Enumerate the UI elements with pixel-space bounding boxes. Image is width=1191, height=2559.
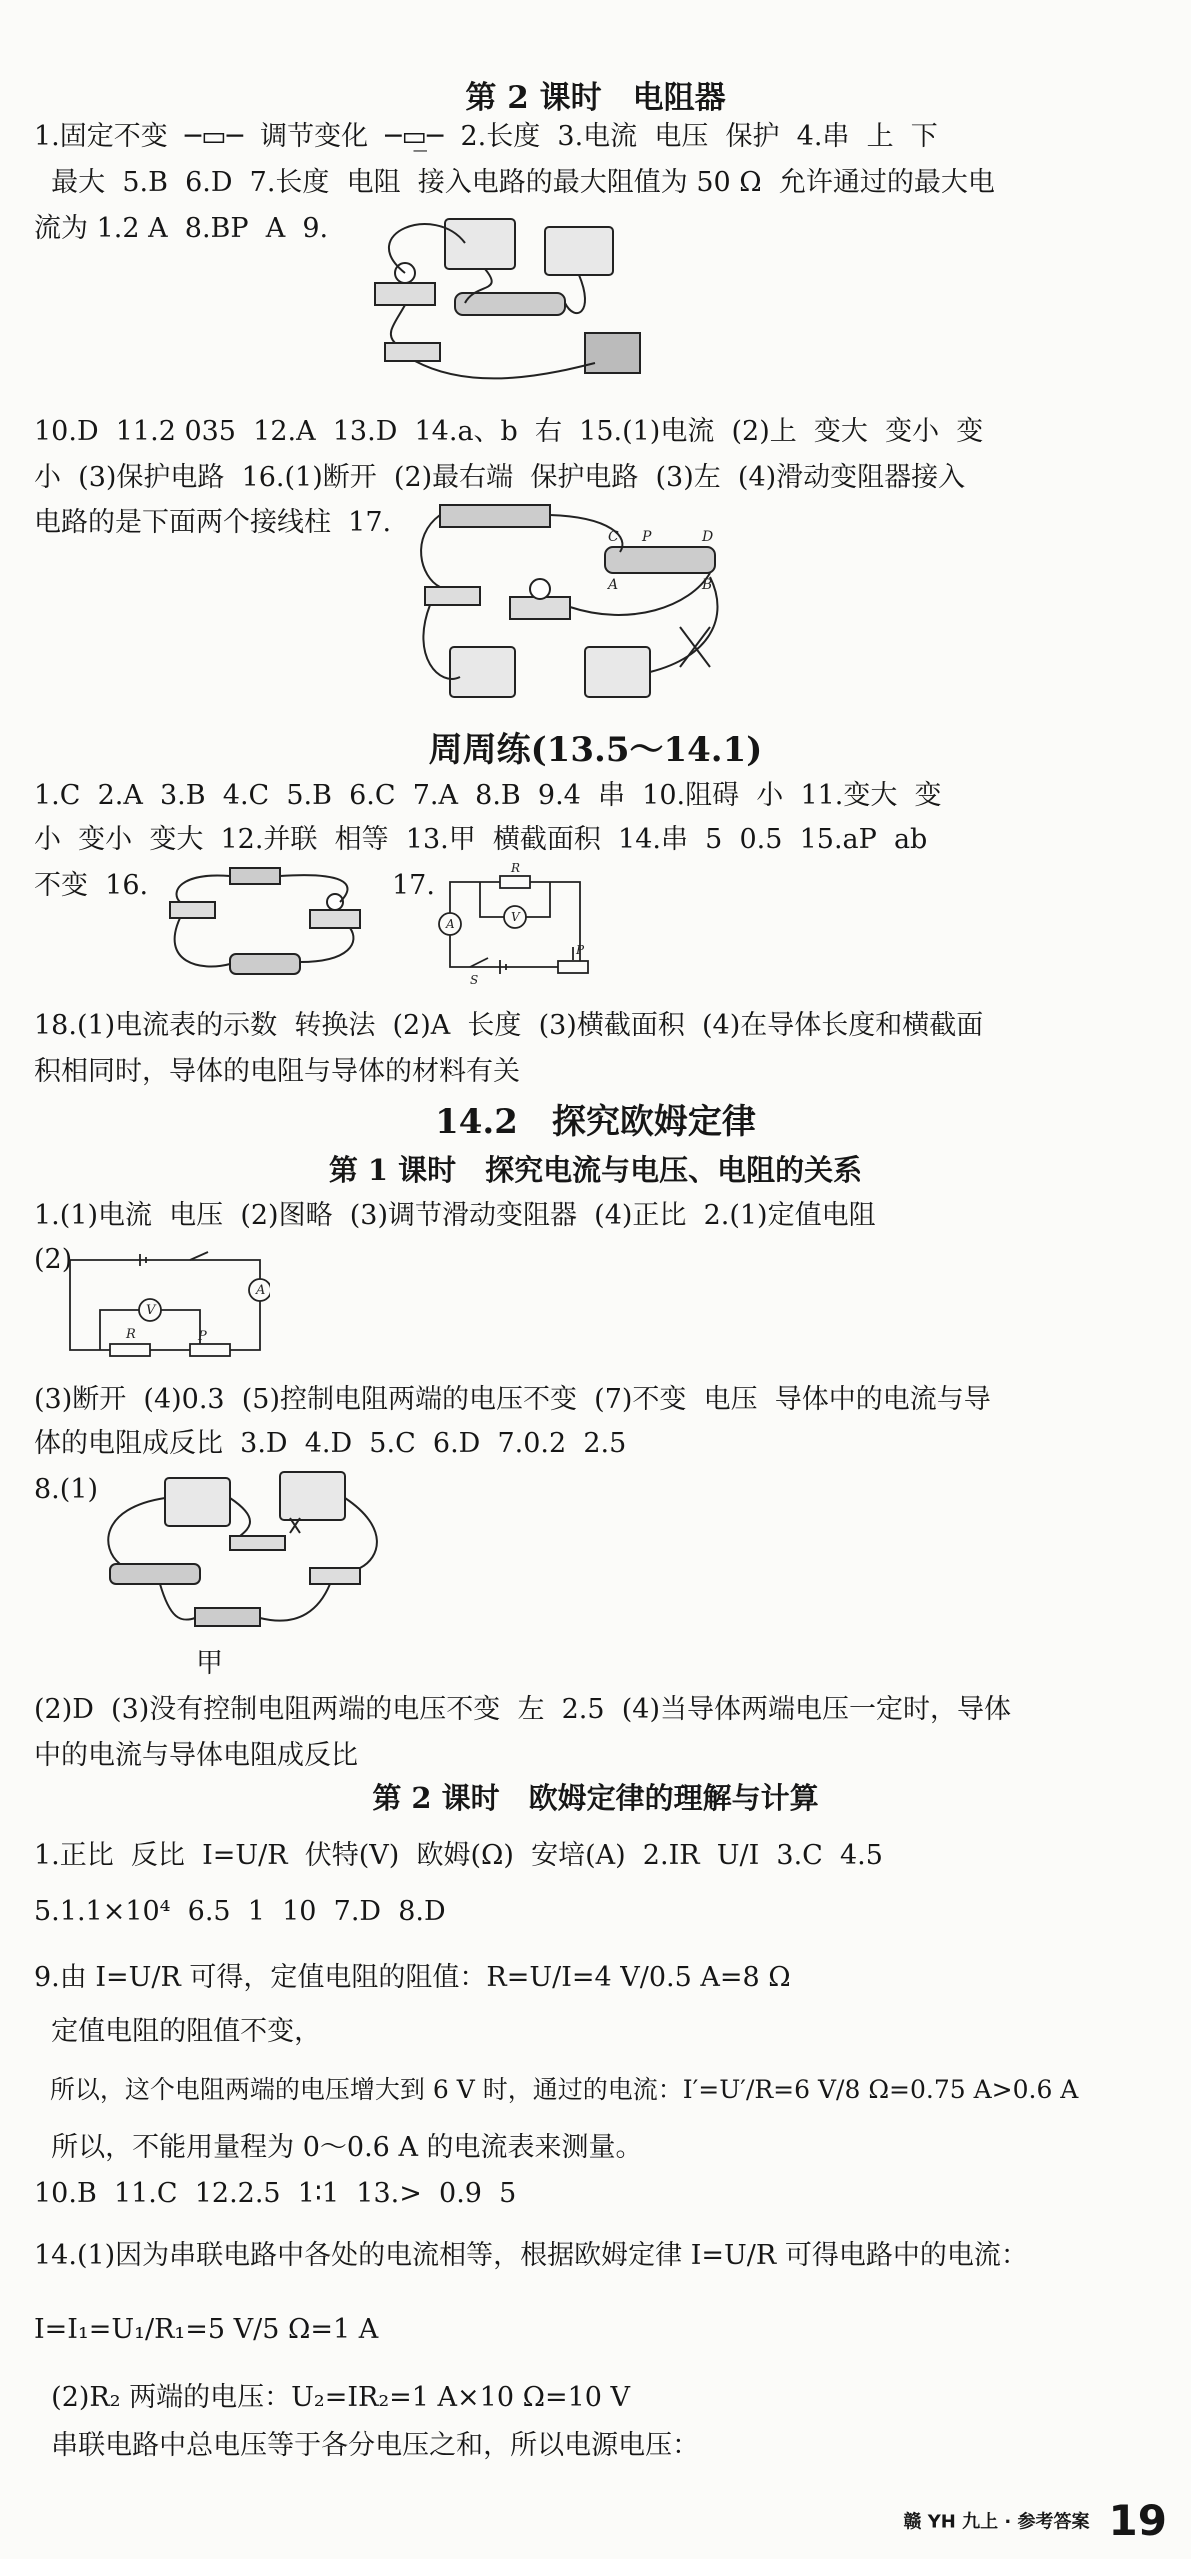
answer-line: 定值电阻的阻值不变，	[34, 2016, 322, 2047]
answer-line: 电路的是下面两个接线柱 17.	[34, 507, 392, 538]
answer-line: 14.(1)因为串联电路中各处的电流相等，根据欧姆定律 I=U/R 可得电路中的电流：	[34, 2240, 1028, 2271]
answer-line: 1.固定不变 ─▭─ 调节变化 ─▭̲─ 2.长度 3.电流 电压 保护 4.串 上 下	[34, 121, 938, 152]
answer-line: 所以，不能用量程为 0～0.6 A 的电流表来测量。	[34, 2132, 643, 2163]
w16-wiring-figure	[160, 862, 380, 987]
section-title-resistor: 第 2 课时 电阻器	[465, 80, 726, 116]
battery-icon	[585, 333, 640, 373]
label-a: A	[446, 917, 455, 931]
answer-line: 中的电流与导体电阻成反比	[34, 1740, 358, 1771]
answer-line: 流为 1.2 A 8.BP A 9.	[34, 213, 329, 244]
resistor-symbol	[500, 876, 530, 888]
answer-line: 体的电阻成反比 3.D 4.D 5.C 6.D 7.0.2 2.5	[34, 1428, 627, 1459]
switch-icon	[385, 343, 440, 361]
switch-icon	[170, 902, 215, 918]
w17-circuit-svg	[430, 862, 600, 987]
label-r: R	[511, 862, 521, 875]
answer-line: (2)D (3)没有控制电阻两端的电压不变 左 2.5 (4)当导体两端电压一定时，导体	[34, 1694, 1011, 1725]
answer-line: 最大 5.B 6.D 7.长度 电阻 接入电路的最大阻值为 50 Ω 允许通过的最大电	[34, 167, 995, 198]
answer-line: (2)	[34, 1244, 73, 1275]
label-a: A	[256, 1283, 266, 1298]
voltmeter-icon	[165, 1478, 230, 1526]
rheostat-icon	[110, 1564, 200, 1584]
answer-line: 5.1.1×10⁴ 6.5 1 10 7.D 8.D	[34, 1896, 446, 1927]
answer-line: (2)R₂ 两端的电压：U₂=IR₂=1 A×10 Ω=10 V	[34, 2382, 631, 2413]
answer-line: 积相同时，导体的电阻与导体的材料有关	[34, 1056, 520, 1087]
label-d: D	[702, 529, 714, 545]
answer-line: 1.C 2.A 3.B 4.C 5.B 6.C 7.A 8.B 9.4 串 10.阻碍 小 11.变大 变	[34, 780, 942, 811]
label-c: C	[608, 529, 619, 545]
voltmeter-icon	[445, 219, 515, 269]
answer-line: 9.由 I=U/R 可得，定值电阻的阻值：R=U/I=4 V/0.5 A=8 Ω	[34, 1962, 791, 1993]
rheostat-icon	[230, 954, 300, 974]
page-number: 19	[1108, 2496, 1167, 2545]
section-title-ohms-law: 14.2 探究欧姆定律	[435, 1102, 756, 1142]
bulb-base-icon	[375, 283, 435, 305]
figure-caption: 甲	[196, 1648, 223, 1679]
section-title-lesson1: 第 1 课时 探究电流与电压、电阻的关系	[328, 1153, 863, 1187]
answer-line: 小 变小 变大 12.并联 相等 13.甲 横截面积 14.串 5 0.5 15.aP ab	[34, 824, 928, 855]
battery-icon	[195, 1608, 260, 1626]
label-v: V	[146, 1303, 156, 1318]
answer-line: (3)断开 (4)0.3 (5)控制电阻两端的电压不变 (7)不变 电压 导体中的电流与导	[34, 1384, 991, 1415]
battery-icon	[230, 868, 280, 884]
bulb-icon	[530, 579, 550, 599]
section-title-weekly: 周周练(13.5～14.1)	[428, 730, 763, 770]
bulb-base-icon	[510, 597, 570, 619]
answer-line: 所以，这个电阻两端的电压增大到 6 V 时，通过的电流：I′=U′/R=6 V/8 Ω=0.75 A>0.6 A	[34, 2075, 1079, 2104]
answer-line: 小 (3)保护电路 16.(1)断开 (2)最右端 保护电路 (3)左 (4)滑动变阻器接入	[34, 462, 966, 493]
q8-wiring-svg	[100, 1468, 390, 1643]
page-footer	[903, 2496, 1167, 2545]
q9-wiring-svg	[355, 213, 655, 393]
resistor-symbol	[110, 1344, 150, 1356]
w17-circuit-figure	[430, 862, 600, 987]
switch-icon	[425, 587, 480, 605]
resistor-icon	[230, 1536, 285, 1550]
q9-wiring-figure	[355, 213, 655, 393]
answer-line: 8.(1)	[34, 1474, 99, 1505]
answer-line: 17.	[392, 870, 435, 901]
switch-symbol	[470, 958, 488, 967]
answer-line: 1.(1)电流 电压 (2)图略 (3)调节滑动变阻器 (4)正比 2.(1)定值电阻	[34, 1200, 876, 1231]
voltmeter-icon	[585, 647, 650, 697]
switch-icon	[310, 1568, 360, 1584]
ammeter-icon	[545, 227, 613, 275]
label-p: P	[198, 1329, 207, 1344]
answer-line: 不变 16.	[34, 870, 149, 901]
q8-wiring-figure	[100, 1468, 390, 1643]
answer-line: 18.(1)电流表的示数 转换法 (2)A 长度 (3)横截面积 (4)在导体长度和横截面	[34, 1010, 984, 1041]
switch-symbol	[190, 1252, 208, 1260]
q2-circuit-figure	[60, 1250, 270, 1360]
answer-line: I=I₁=U₁/R₁=5 V/5 Ω=1 A	[34, 2314, 379, 2345]
label-a: A	[608, 577, 619, 593]
label-b: B	[702, 577, 713, 593]
label-p: P	[642, 529, 652, 545]
bulb-base-icon	[310, 910, 360, 928]
label-s: S	[470, 973, 479, 987]
answer-line: 串联电路中总电压等于各分电压之和，所以电源电压：	[34, 2430, 700, 2461]
label-p: P	[576, 943, 585, 957]
ammeter-icon	[450, 647, 515, 697]
answer-line: 1.正比 反比 I=U/R 伏特(V) 欧姆(Ω) 安培(A) 2.IR U/I 3.C 4.5	[34, 1840, 883, 1871]
label-r: R	[126, 1327, 136, 1342]
section-title-lesson2: 第 2 课时 欧姆定律的理解与计算	[372, 1781, 819, 1815]
answer-line: 10.D 11.2 035 12.A 13.D 14.a、b 右 15.(1)电流 (2)上 变大 变小 变	[34, 416, 984, 447]
w16-wiring-svg	[160, 862, 380, 987]
ammeter-icon	[280, 1472, 345, 1520]
answer-line: 10.B 11.C 12.2.5 1∶1 13.> 0.9 5	[34, 2178, 517, 2209]
battery-pack-icon	[440, 505, 550, 527]
q17-wiring-svg	[410, 497, 750, 722]
footer-text: 赣 YH 九上 · 参考答案	[903, 2511, 1090, 2533]
label-v: V	[511, 910, 520, 924]
rheostat-symbol	[190, 1344, 230, 1356]
q17-wiring-figure	[410, 497, 750, 722]
rheostat-symbol	[558, 961, 588, 973]
q2-circuit-svg	[60, 1250, 270, 1360]
